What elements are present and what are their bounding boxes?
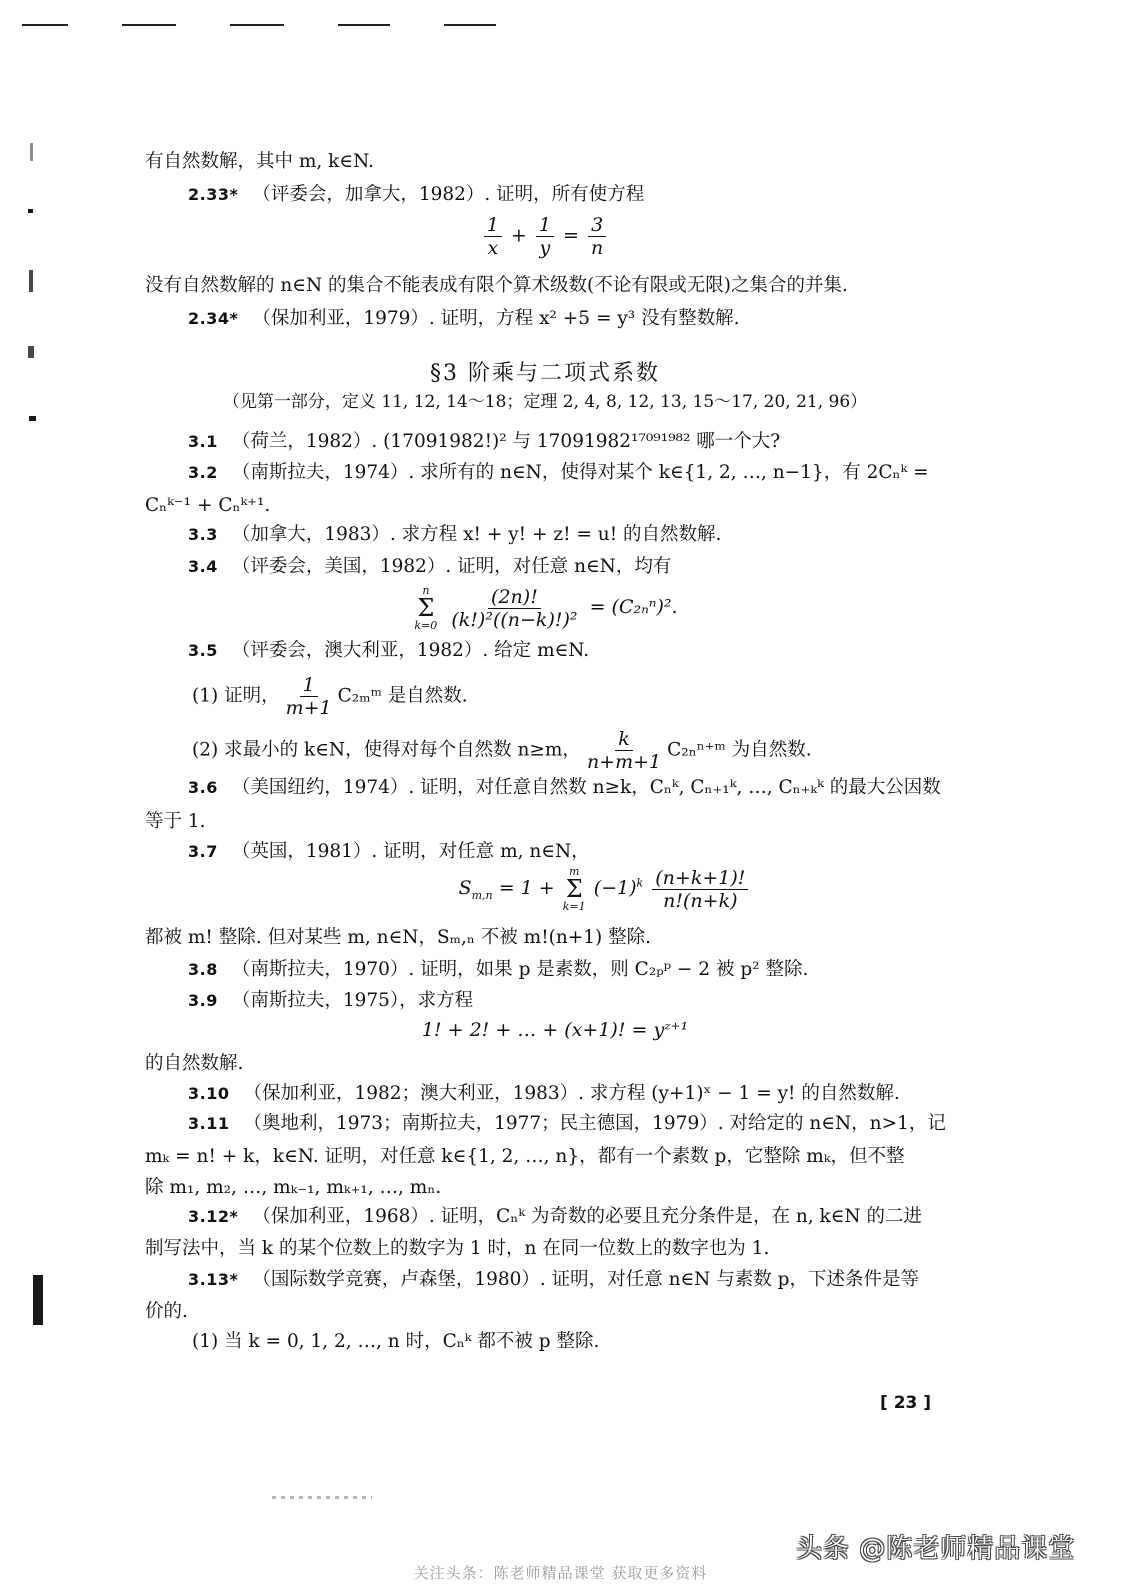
problem-3-11 xyxy=(188,1112,946,1136)
problem-3-2 xyxy=(188,461,929,485)
problem-text: （保加利亚，1968）. 证明，Cₙᵏ 为奇数的必要且充分条件是，在 n, k∈N 的二进 xyxy=(252,1206,923,1227)
subproblem-3-13-1: (1) 当 k = 0, 1, 2, …, n 时，Cₙᵏ 都不被 p 整除. xyxy=(192,1331,600,1352)
problem-3-9 xyxy=(188,989,473,1013)
operator: + xyxy=(510,224,527,247)
numerator: 1 xyxy=(300,674,318,697)
sub-label: (2) xyxy=(192,739,219,761)
numerator: k xyxy=(615,728,633,751)
paragraph: 等于 1. xyxy=(145,811,206,832)
scan-rule xyxy=(22,24,68,26)
margin-speck xyxy=(29,416,36,421)
problem-3-4 xyxy=(188,555,671,579)
problem-3-6 xyxy=(188,776,941,800)
problem-text: （国际数学竞赛，卢森堡，1980）. 证明，对任意 n∈N 与素数 p，下述条件是等 xyxy=(252,1269,919,1290)
problem-text: （保加利亚，1982；澳大利亚，1983）. 求方程 (y+1)ˣ − 1 = y! 的自然数解. xyxy=(243,1083,900,1104)
denominator: n+m+1 xyxy=(586,751,662,773)
denominator: m+1 xyxy=(285,697,332,719)
formula-3-7 xyxy=(60,866,1121,912)
paragraph: 制写法中，当 k 的某个位数上的数字为 1 时，n 在同一位数上的数字也为 1. xyxy=(145,1238,770,1259)
problem-text: （南斯拉夫，1974）. 求所有的 n∈N，使得对某个 k∈{1, 2, …, n−1}，有 2Cₙᵏ = xyxy=(231,462,929,483)
problem-3-1 xyxy=(188,430,780,454)
lhs-subscript: m,n xyxy=(471,888,493,902)
problem-number: 3.9 xyxy=(188,991,218,1010)
sub-text: C₂ₙⁿ⁺ᵐ 为自然数. xyxy=(667,739,812,761)
problem-number: 3.13* xyxy=(188,1270,239,1289)
summation: n Σ k=0 xyxy=(414,584,438,632)
term-exponent: k xyxy=(636,876,644,890)
margin-speck xyxy=(30,143,33,161)
sub-text: C₂ₘᵐ 是自然数. xyxy=(337,685,468,707)
formula-3-9: 1! + 2! + … + (x+1)! = yᶻ⁺¹ xyxy=(421,1019,689,1041)
problem-number: 3.10 xyxy=(188,1084,230,1103)
numerator: (2n)! xyxy=(488,586,541,609)
problem-text: （荷兰，1982）. (17091982!)² 与 17091982¹⁷⁰⁹¹⁹⁸² 哪一个大? xyxy=(231,431,781,452)
scan-rule xyxy=(122,24,176,26)
problem-3-12 xyxy=(188,1205,922,1229)
margin-speck xyxy=(29,270,33,292)
problem-3-13 xyxy=(188,1268,919,1292)
section-title: §3 阶乘与二项式系数 xyxy=(430,361,660,386)
page-number: [ 23 ] xyxy=(880,1393,932,1413)
margin-speck xyxy=(33,1275,43,1325)
sub-label: (1) xyxy=(192,685,219,707)
operator: = 1 + xyxy=(498,877,555,899)
problem-text: （评委会，美国，1982）. 证明，对任意 n∈N，均有 xyxy=(231,556,672,577)
paragraph: 价的. xyxy=(145,1301,188,1322)
problem-2-33 xyxy=(188,183,644,207)
lhs: S xyxy=(458,877,472,899)
problem-number: 3.4 xyxy=(188,557,218,576)
problem-text: （评委会，澳大利亚，1982）. 给定 m∈N. xyxy=(231,640,590,661)
summation: m Σ k=1 xyxy=(562,865,586,913)
problem-number: 2.33* xyxy=(188,185,239,204)
numerator: 1 xyxy=(484,214,502,237)
problem-number: 2.34* xyxy=(188,309,239,328)
problem-3-3 xyxy=(188,523,721,547)
problem-number: 3.2 xyxy=(188,463,218,482)
subproblem-3-5-2 xyxy=(192,728,812,773)
section-references: （见第一部分，定义 11, 12, 14～18；定理 2, 4, 8, 12, 13, 15～17, 20, 21, 96） xyxy=(222,392,868,412)
problem-number: 3.1 xyxy=(188,432,218,451)
problem-number: 3.5 xyxy=(188,641,218,660)
denominator: n xyxy=(590,237,604,259)
problem-number: 3.6 xyxy=(188,778,218,797)
problem-text: （美国纽约，1974）. 证明，对任意自然数 n≥k，Cₙᵏ, Cₙ₊₁ᵏ, …, Cₙ₊ₖᵏ 的最大公因数 xyxy=(231,777,941,798)
problem-3-8 xyxy=(188,958,808,982)
denominator: y xyxy=(539,237,551,259)
scan-artifact xyxy=(272,1496,372,1499)
formula-2-33 xyxy=(0,214,1090,259)
scan-rule xyxy=(444,24,496,26)
problem-text: （评委会，加拿大，1982）. 证明，所有使方程 xyxy=(252,184,645,205)
scan-rule xyxy=(338,24,390,26)
sum-lower: k=0 xyxy=(414,619,438,632)
problem-number: 3.3 xyxy=(188,525,218,544)
denominator: n!(n+k) xyxy=(663,889,738,912)
paragraph: mₖ = n! + k，k∈N. 证明，对任意 k∈{1, 2, …, n}，都有一个素数 p，它整除 mₖ，但不整 xyxy=(145,1146,905,1167)
denominator: (k!)²((n−k)!)² xyxy=(451,608,578,631)
problem-text: （南斯拉夫，1975），求方程 xyxy=(231,990,474,1011)
watermark: 头条 @陈老师精品课堂 xyxy=(796,1534,1076,1564)
term: (−1) xyxy=(593,877,637,899)
problem-number: 3.11 xyxy=(188,1114,230,1133)
paragraph: 的自然数解. xyxy=(145,1053,244,1074)
numerator: 3 xyxy=(588,214,606,237)
sub-text: 证明， xyxy=(224,685,280,707)
footer-promo: 关注头条：陈老师精品课堂 获取更多资料 xyxy=(413,1564,708,1582)
problem-number: 3.12* xyxy=(188,1207,239,1226)
formula-3-4 xyxy=(0,585,1090,631)
paragraph: 除 m₁, m₂, …, mₖ₋₁, mₖ₊₁, …, mₙ. xyxy=(145,1177,442,1198)
sum-lower: k=1 xyxy=(562,900,586,913)
scan-rule xyxy=(230,24,284,26)
problem-3-10 xyxy=(188,1082,900,1106)
paragraph: 都被 m! 整除. 但对某些 m, n∈N，Sₘ,ₙ 不被 m!(n+1) 整除. xyxy=(145,927,652,948)
paragraph: 没有自然数解的 n∈N 的集合不能表成有限个算术级数(不论有限或无限)之集合的并集. xyxy=(145,275,848,296)
problem-text: （英国，1981）. 证明，对任意 m, n∈N， xyxy=(231,841,590,862)
numerator: 1 xyxy=(536,214,554,237)
problem-text: （南斯拉夫，1970）. 证明，如果 p 是素数，则 C₂ₚᵖ − 2 被 p² 整除. xyxy=(231,959,809,980)
problem-3-7 xyxy=(188,840,590,864)
rhs: = (C₂ₙⁿ)². xyxy=(589,596,678,618)
problem-number: 3.7 xyxy=(188,842,218,861)
numerator: (n+k+1)! xyxy=(652,867,748,890)
problem-text: （保加利亚，1979）. 证明，方程 x² +5 = y³ 没有整数解. xyxy=(252,308,740,329)
sum-upper: n xyxy=(422,584,430,597)
denominator: x xyxy=(487,237,499,259)
problem-text: （加拿大，1983）. 求方程 x! + y! + z! = u! 的自然数解. xyxy=(231,524,722,545)
problem-text: （奥地利，1973；南斯拉夫，1977；民主德国，1979）. 对给定的 n∈N，n>1，记 xyxy=(243,1113,946,1134)
paragraph: Cₙᵏ⁻¹ + Cₙᵏ⁺¹. xyxy=(145,495,271,516)
paragraph: 有自然数解，其中 m, k∈N. xyxy=(145,151,374,172)
sub-text: 求最小的 k∈N，使得对每个自然数 n≥m， xyxy=(224,739,581,761)
operator: = xyxy=(563,224,579,247)
margin-speck xyxy=(28,209,33,213)
sum-upper: m xyxy=(568,865,580,878)
problem-2-34 xyxy=(188,307,739,331)
problem-number: 3.8 xyxy=(188,960,218,979)
problem-3-5 xyxy=(188,639,589,663)
subproblem-3-5-1 xyxy=(192,674,468,719)
